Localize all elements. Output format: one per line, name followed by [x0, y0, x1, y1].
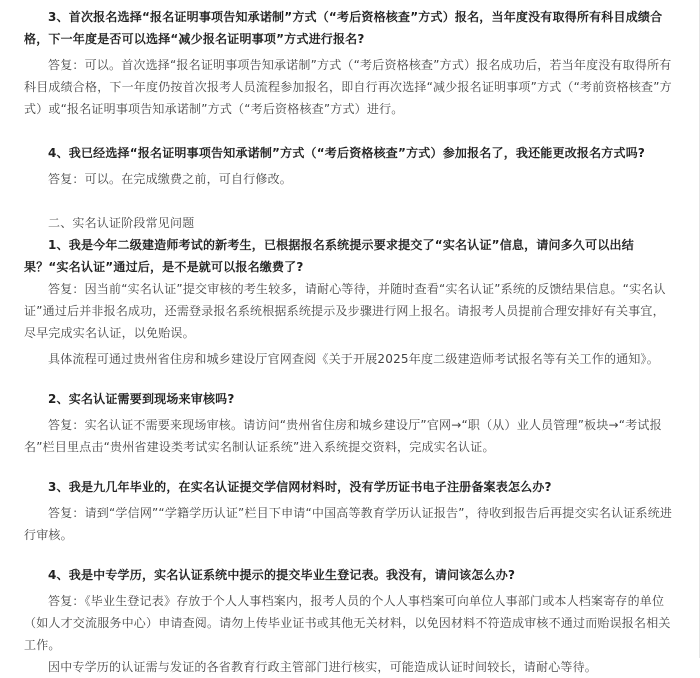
section-2-answer-2: 答复：实名认证不需要来现场审核。请访问“贵州省住房和城乡建设厅”官网→“职（从）业人员管理”板块→“考试报名”栏目里点击“贵州省建设类考试实名制认证系统”进入系统提交资料，完成实名认证。 [24, 418, 662, 454]
section-2-note-4: 因中专学历的认证需与发证的各省教育行政主管部门进行核实，可能造成认证时间较长，请耐心等待。 [48, 660, 598, 674]
section-2-answer-1: 答复：因当前“实名认证”提交审核的考生较多，请耐心等待，并随时查看“实名认证”系统的反馈结果信息。“实名认证”通过后并非报名成功，还需登录报名系统根据系统提示及步骤进行网上报名。请报考人员提前合理安排好有关事宜，尽早完成实名认证，以免贻误。 [24, 282, 666, 340]
section-2-question-2: 2、实名认证需要到现场来审核吗? [48, 392, 235, 406]
section-2-question-3: 3、我是九几年毕业的，在实名认证提交学信网材料时，没有学历证书电子注册备案表怎么办? [48, 480, 552, 494]
question-4: 4、我已经选择“报名证明事项告知承诺制”方式（“考后资格核查”方式）参加报名了，我还能更改报名方式吗? [48, 146, 646, 160]
section-2-answer-4: 答复：《毕业生登记表》存放于个人人事档案内，报考人员的个人人事档案可向单位人事部门或本人档案寄存的单位（如人才交流服务中心）申请查阅。请勿上传毕业证书或其他无关材料，以免因材料不符造成审核不通过而贻误报名相关工作。 [24, 594, 671, 652]
section-2-question-1: 1、我是今年二级建造师考试的新考生，已根据报名系统提示要求提交了“实名认证”信息，请问多久可以出结果？“实名认证”通过后，是不是就可以报名缴费了? [24, 238, 634, 274]
section-2-question-4: 4、我是中专学历，实名认证系统中提示的提交毕业生登记表。我没有，请问该怎么办? [48, 568, 516, 582]
section-2-answer-3: 答复：请到“学信网”“学籍学历认证”栏目下申请“中国高等教育学历认证报告”，待收到报告后再提交实名认证系统进行审核。 [24, 506, 673, 542]
section-2-heading: 二、实名认证阶段常见问题 [48, 216, 195, 230]
question-3: 3、首次报名选择“报名证明事项告知承诺制”方式（“考后资格核查”方式）报名，当年度没有取得所有科目成绩合格，下一年度是否可以选择“减少报名证明事项”方式进行报名? [24, 10, 663, 46]
answer-3: 答复：可以。首次选择“报名证明事项告知承诺制”方式（“考后资格核查”方式）报名成功后，若当年度没有取得所有科目成绩合格，下一年度仍按首次报考人员流程参加报名，即自行再次选择“减少报名证明事项”方式（“考前资格核查”方式）或“报名证明事项告知承诺制”方式（“考后资格核查”方式）进行。 [24, 58, 672, 116]
answer-4: 答复：可以。在完成缴费之前，可自行修改。 [48, 172, 293, 186]
section-2-process-note: 具体流程可通过贵州省住房和城乡建设厅官网查阅《关于开展2025年度二级建造师考试报名等有关工作的通知》。 [48, 352, 659, 366]
